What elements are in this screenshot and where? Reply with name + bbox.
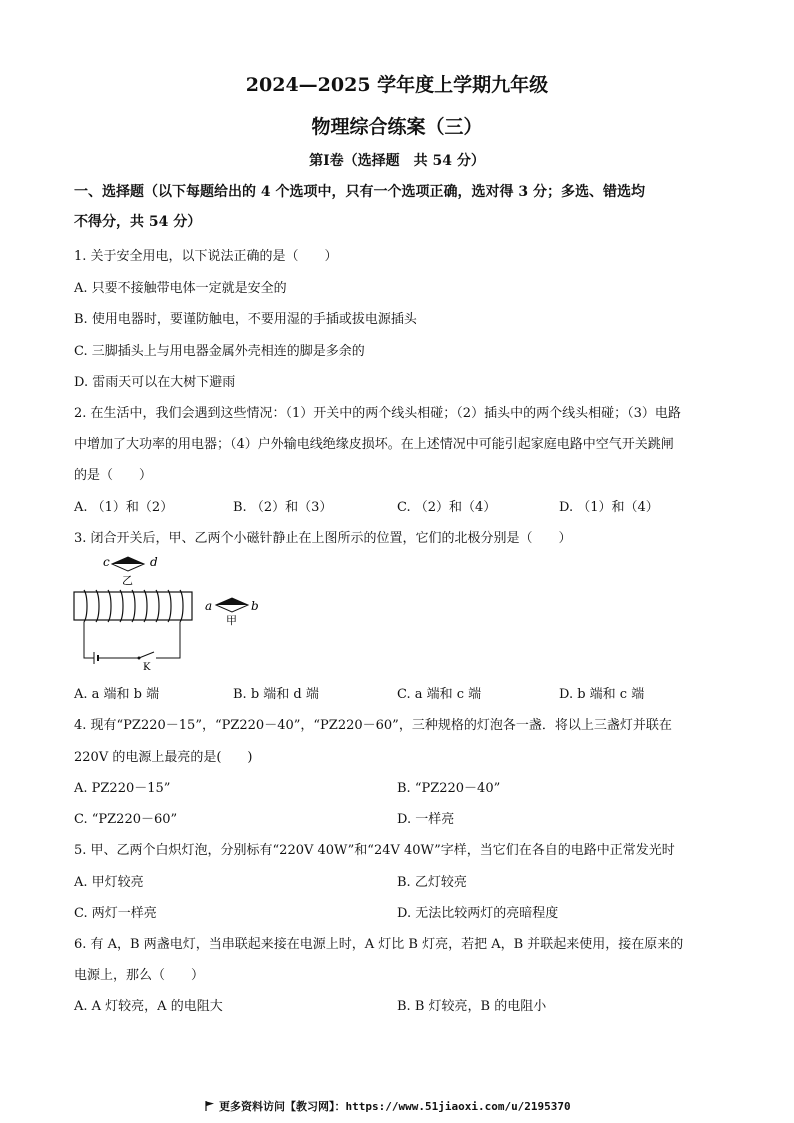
question-5-option-c: C. 两灯一样亮 [74, 906, 157, 921]
switch-lever [139, 652, 154, 658]
compass-jia-needle-dark [216, 598, 248, 605]
question-1-option-d: D. 雷雨天可以在大树下避雨 [74, 375, 236, 390]
question-2-option-b: B. （2）和（3） [233, 500, 333, 515]
exam-volume-heading: 第Ⅰ卷（选择题 共 54 分） [309, 153, 485, 169]
question-2-option-d: D. （1）和（4） [559, 500, 659, 515]
question-1-option-a: A. 只要不接触带电体一定就是安全的 [74, 281, 287, 296]
question-5-stem: 5. 甲、乙两个白炽灯泡，分别标有“220V 40W”和“24V 40W”字样，当它们在各自的电路中正常发光时 [74, 843, 675, 858]
section-instruction-line2: 不得分，共 54 分） [74, 214, 202, 230]
figure-label-a: a [205, 599, 213, 613]
question-2-option-c: C. （2）和（4） [397, 500, 497, 515]
question-2-stem-line1: 2. 在生活中，我们会遇到这些情况：（1）开关中的两个线头相碰；（2）插头中的两个线头相碰；（3）电路 [74, 406, 681, 421]
question-4-stem-line2: 220V 的电源上最亮的是( ) [74, 750, 253, 765]
question-4-option-d: D. 一样亮 [397, 812, 455, 827]
circuit-wire-left [84, 622, 94, 658]
figure-label-b: b [251, 599, 259, 613]
question-2-stem-line2: 中增加了大功率的用电器；（4）户外输电线绝缘皮损坏。在上述情况中可能引起家庭电路中空气开关跳闸 [74, 437, 674, 452]
question-5-option-b: B. 乙灯较亮 [397, 875, 467, 890]
circuit-wire-right [156, 622, 180, 658]
question-6-option-b: B. B 灯较亮，B 的电阻小 [397, 999, 547, 1014]
exam-title-subject: 物理综合练案（三） [311, 116, 483, 138]
question-6-option-a: A. A 灯较亮，A 的电阻大 [74, 999, 223, 1014]
question-3-option-c: C. a 端和 c 端 [397, 687, 482, 702]
question-6-stem-line1: 6. 有 A，B 两盏电灯，当串联起来接在电源上时，A 灯比 B 灯亮，若把 A，B 并联起来使用，接在原来的 [74, 937, 684, 952]
figure-label-d: d [150, 555, 158, 569]
question-5-option-d: D. 无法比较两灯的亮暗程度 [397, 906, 559, 921]
question-2-option-a: A. （1）和（2） [74, 500, 174, 515]
figure-label-jia: 甲 [226, 614, 237, 627]
figure-label-c: c [103, 555, 110, 569]
exam-title-year: 2024—2025 学年度上学期九年级 [245, 74, 549, 96]
question-2-stem-line3: 的是（ ） [74, 468, 153, 483]
figure-label-k: K [143, 662, 151, 672]
question-1-stem: 1. 关于安全用电，以下说法正确的是（ ） [74, 249, 338, 264]
flag-icon [205, 1101, 215, 1111]
question-3-option-a: A. a 端和 b 端 [74, 687, 160, 702]
question-6-stem-line2: 电源上，那么（ ） [74, 968, 205, 983]
question-3-option-d: D. b 端和 c 端 [559, 687, 645, 702]
solenoid-compass-figure [70, 552, 270, 672]
compass-yi-needle-dark [112, 557, 144, 564]
question-5-option-a: A. 甲灯较亮 [74, 875, 144, 890]
question-3-option-b: B. b 端和 d 端 [233, 687, 319, 702]
question-4-stem-line1: 4. 现有“PZ220－15”，“PZ220－40”，“PZ220－60”，三种规格的灯泡各一盏．将以上三盏灯并联在 [74, 718, 672, 733]
footer-link[interactable] [205, 1098, 571, 1114]
question-1-option-b: B. 使用电器时，要谨防触电，不要用湿的手插或拔电源插头 [74, 312, 417, 327]
section-instruction-line1: 一、选择题（以下每题给出的 4 个选项中，只有一个选项正确，选对得 3 分；多选、错选均 [74, 184, 645, 200]
question-3-stem: 3. 闭合开关后，甲、乙两个小磁针静止在上图所示的位置，它们的北极分别是（ ） [74, 531, 572, 546]
question-4-option-a: A. PZ220－15” [74, 781, 171, 796]
question-1-option-c: C. 三脚插头上与用电器金属外壳相连的脚是多余的 [74, 344, 365, 359]
solenoid-core [74, 592, 192, 620]
figure-label-yi: 乙 [122, 574, 133, 587]
question-4-option-c: C. “PZ220－60” [74, 812, 178, 827]
question-4-option-b: B. “PZ220－40” [397, 781, 501, 796]
footer-text: 更多资料访问【教习网】：https://www.51jiaoxi.com/u/2195370 [219, 1100, 571, 1113]
